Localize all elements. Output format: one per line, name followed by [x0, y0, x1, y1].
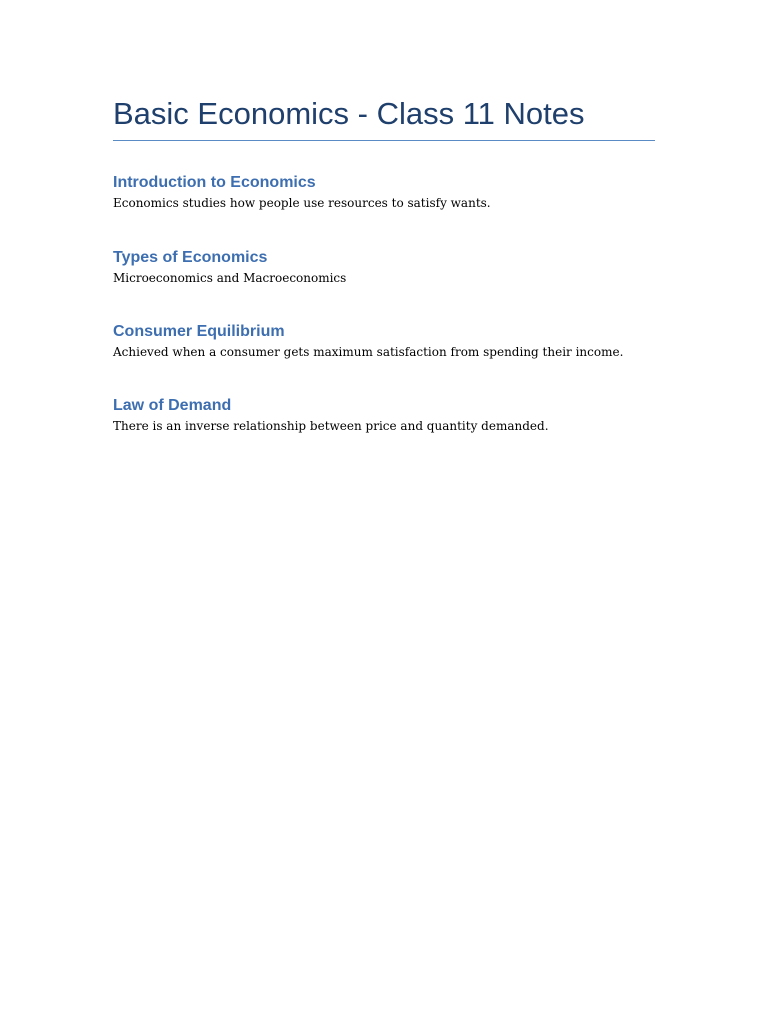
section-types	[113, 247, 655, 287]
section-heading: Law of Demand	[113, 397, 232, 414]
document-title: Basic Economics - Class 11 Notes	[113, 94, 655, 141]
section-heading: Types of Economics	[113, 249, 268, 266]
section-consumer-equilibrium	[113, 321, 655, 361]
section-heading: Introduction to Economics	[113, 174, 316, 191]
section-body: Microeconomics and Macroeconomics	[113, 271, 347, 285]
section-introduction	[113, 172, 655, 212]
section-body: Economics studies how people use resources to satisfy wants.	[113, 196, 491, 210]
section-body: There is an inverse relationship between price and quantity demanded.	[113, 419, 549, 433]
section-body: Achieved when a consumer gets maximum satisfaction from spending their income.	[113, 345, 624, 359]
section-law-of-demand	[113, 395, 655, 435]
section-heading: Consumer Equilibrium	[113, 323, 285, 340]
